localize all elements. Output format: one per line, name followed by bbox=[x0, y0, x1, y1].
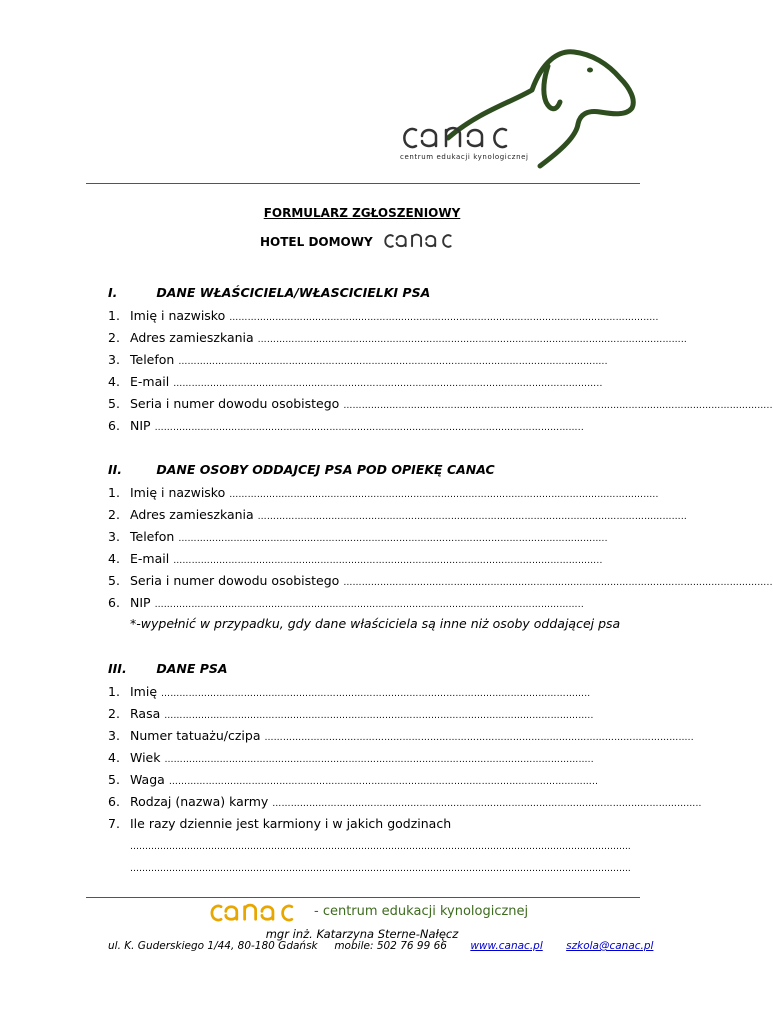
field-label: Rasa bbox=[130, 706, 161, 721]
fill-line[interactable]: ………………………………………………………………………………………………………………………………………………….. bbox=[130, 842, 631, 852]
fill-dots: ………………………………………………………………………………………………………………………….. bbox=[257, 335, 687, 345]
section-heading bbox=[108, 285, 430, 300]
field-label: Adres zamieszkania bbox=[130, 330, 254, 345]
field-number: 2. bbox=[108, 330, 120, 345]
form-field[interactable] bbox=[108, 374, 638, 392]
field-number: 5. bbox=[108, 772, 120, 787]
field-number: 3. bbox=[108, 529, 120, 544]
form-field[interactable] bbox=[108, 396, 773, 414]
form-field[interactable] bbox=[108, 352, 638, 370]
field-number: 1. bbox=[108, 684, 120, 699]
fill-dots: ………………………………………………………………………………………………………………………….. bbox=[257, 512, 687, 522]
field-number: 1. bbox=[108, 308, 120, 323]
form-field[interactable] bbox=[108, 529, 638, 547]
section-title: DANE PSA bbox=[156, 661, 228, 676]
field-label: Adres zamieszkania bbox=[130, 507, 254, 522]
fill-dots: ………………………………………………………………………………………………………………………….. bbox=[173, 556, 603, 566]
field-number: 4. bbox=[108, 374, 120, 389]
field-label: Telefon bbox=[130, 352, 175, 367]
form-field[interactable] bbox=[108, 794, 702, 812]
form-field[interactable] bbox=[108, 728, 694, 746]
footer-name: mgr inż. Katarzyna Sterne-Nałęcz bbox=[265, 927, 459, 941]
field-number: 2. bbox=[108, 706, 120, 721]
form-field bbox=[108, 816, 638, 834]
field-number: 7. bbox=[108, 816, 120, 831]
field-label: Telefon bbox=[130, 529, 175, 544]
field-number: 5. bbox=[108, 396, 120, 411]
fill-dots: ………………………………………………………………………………………………………………………….. bbox=[164, 755, 594, 765]
fill-dots: ………………………………………………………………………………………………………………………….. bbox=[343, 578, 773, 588]
form-field[interactable] bbox=[108, 684, 638, 702]
fill-dots: ………………………………………………………………………………………………………………………….. bbox=[178, 357, 608, 367]
fill-dots: ………………………………………………………………………………………………………………………….. bbox=[168, 777, 599, 787]
field-label: Imię bbox=[130, 684, 158, 699]
canac-inline-logo bbox=[377, 232, 469, 250]
section-note: *-wypełnić w przypadku, gdy dane właściciela są inne niż osoby oddającej psa bbox=[130, 616, 621, 631]
field-number: 4. bbox=[108, 750, 120, 765]
fill-dots: ………………………………………………………………………………………………………………………….. bbox=[154, 423, 584, 433]
section-title: DANE OSOBY ODDAJCEJ PSA POD OPIEKĘ CANAC bbox=[156, 462, 495, 477]
field-label: Seria i numer dowodu osobistego bbox=[130, 573, 340, 588]
field-number: 3. bbox=[108, 352, 120, 367]
fill-dots: ………………………………………………………………………………………………………………………….. bbox=[229, 490, 659, 500]
section-number: II. bbox=[108, 462, 123, 477]
field-label: Numer tatuażu/czipa bbox=[130, 728, 261, 743]
field-number: 3. bbox=[108, 728, 120, 743]
fill-dots: ………………………………………………………………………………………………………………………….. bbox=[264, 733, 694, 743]
canac-footer-logo bbox=[205, 902, 311, 924]
fill-dots: ………………………………………………………………………………………………………………………….. bbox=[272, 799, 702, 809]
field-label: Imię i nazwisko bbox=[130, 308, 226, 323]
canac-logo bbox=[398, 124, 528, 152]
field-number: 6. bbox=[108, 595, 120, 610]
form-field[interactable] bbox=[108, 485, 659, 503]
fill-line[interactable]: ………………………………………………………………………………………………………………………………………………….. bbox=[130, 864, 631, 874]
section-number: III. bbox=[108, 661, 127, 676]
footer-mobile: mobile: 502 76 99 66 bbox=[334, 940, 447, 952]
field-label: Seria i numer dowodu osobistego bbox=[130, 396, 340, 411]
section-number: I. bbox=[108, 285, 118, 300]
form-field[interactable] bbox=[108, 308, 659, 326]
form-field[interactable] bbox=[108, 595, 638, 613]
field-number: 6. bbox=[108, 418, 120, 433]
field-label: NIP bbox=[130, 595, 151, 610]
fill-dots: ………………………………………………………………………………………………………………………….. bbox=[178, 534, 608, 544]
form-field[interactable] bbox=[108, 573, 773, 591]
fill-dots: ………………………………………………………………………………………………………………………….. bbox=[154, 600, 584, 610]
form-field[interactable] bbox=[108, 706, 638, 724]
section-title: DANE WŁAŚCICIELA/WŁASCICIELKI PSA bbox=[156, 285, 431, 300]
website-link[interactable]: www.canac.pl bbox=[470, 940, 543, 952]
field-label: Waga bbox=[130, 772, 165, 787]
email-link[interactable]: szkola@canac.pl bbox=[566, 940, 654, 952]
field-number: 5. bbox=[108, 573, 120, 588]
form-field[interactable] bbox=[108, 551, 638, 569]
logo-subtitle: centrum edukacji kynologicznej bbox=[400, 153, 529, 161]
form-field[interactable] bbox=[108, 507, 687, 525]
footer-address: ul. K. Guderskiego 1/44, 80-180 Gdańsk bbox=[108, 940, 318, 952]
fill-dots: ………………………………………………………………………………………………………………………….. bbox=[229, 313, 659, 323]
field-number: 6. bbox=[108, 794, 120, 809]
field-label: E-mail bbox=[130, 374, 170, 389]
field-label: Imię i nazwisko bbox=[130, 485, 226, 500]
field-label: NIP bbox=[130, 418, 151, 433]
fill-dots: ………………………………………………………………………………………………………………………….. bbox=[343, 401, 773, 411]
field-label: Rodzaj (nazwa) karmy bbox=[130, 794, 269, 809]
footer-divider bbox=[86, 897, 640, 898]
fill-dots: ………………………………………………………………………………………………………………………….. bbox=[164, 711, 594, 721]
fill-dots: ………………………………………………………………………………………………………………………….. bbox=[173, 379, 603, 389]
form-field[interactable] bbox=[108, 330, 687, 348]
field-number: 4. bbox=[108, 551, 120, 566]
form-field[interactable] bbox=[108, 772, 638, 790]
section-heading bbox=[108, 462, 495, 477]
fill-dots: ………………………………………………………………………………………………………………………….. bbox=[161, 689, 591, 699]
footer-contact bbox=[108, 940, 653, 952]
field-number: 2. bbox=[108, 507, 120, 522]
field-number: 1. bbox=[108, 485, 120, 500]
field-label: Ile razy dziennie jest karmiony i w jakich godzinach bbox=[130, 816, 452, 831]
header-divider bbox=[86, 183, 640, 184]
form-field[interactable] bbox=[108, 750, 638, 768]
form-title: FORMULARZ ZGŁOSZENIOWY bbox=[263, 206, 461, 220]
footer-tagline: - centrum edukacji kynologicznej bbox=[314, 904, 529, 919]
form-subtitle bbox=[260, 232, 469, 250]
section-heading bbox=[108, 661, 228, 676]
form-subtitle-text: HOTEL DOMOWY bbox=[260, 235, 373, 249]
field-label: Wiek bbox=[130, 750, 161, 765]
form-field[interactable] bbox=[108, 418, 638, 436]
field-label: E-mail bbox=[130, 551, 170, 566]
